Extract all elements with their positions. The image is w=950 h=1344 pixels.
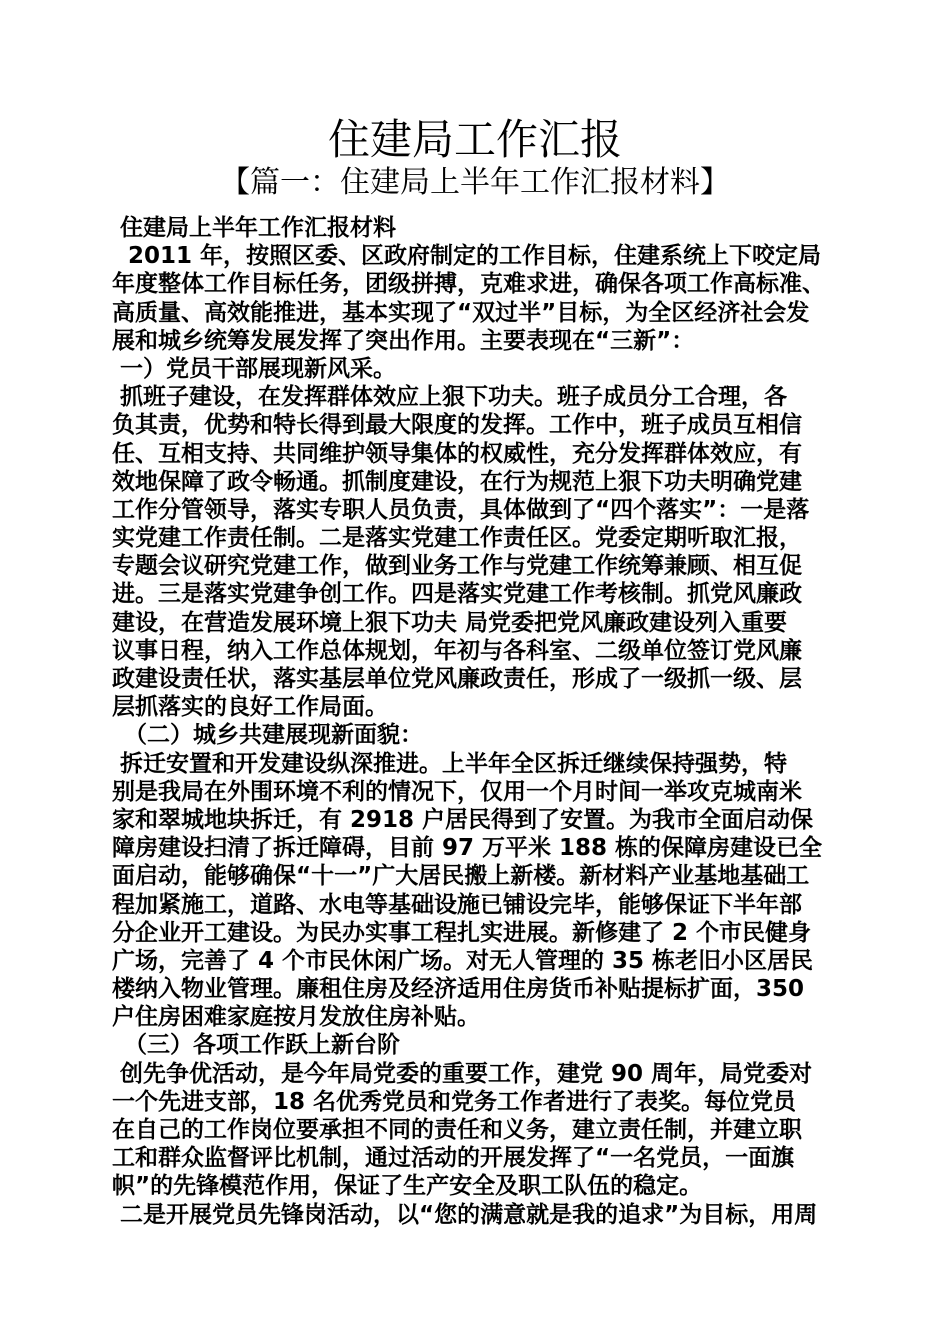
text-line: 在自己的工作岗位要承担不同的责任和义务，建立责任制，并建立职 xyxy=(112,1117,802,1143)
text-line: 工和群众监督评比机制，通过活动的开展发挥了“一名党员，一面旗 xyxy=(112,1145,795,1172)
text-line: 负其责，优势和特长得到最大限度的发挥。工作中，班子成员互相信 xyxy=(112,412,802,439)
text-line: 别是我局在外围环境不利的情况下，仅用一个月时间一举攻克城南米 xyxy=(112,778,802,805)
text-line: 实党建工作责任制。二是落实党建工作责任区。党委定期听取汇报， xyxy=(112,525,802,552)
text-line: 广场，完善了 4 个市民休闲广场。对无人管理的 35 栋老旧小区居民 xyxy=(112,947,814,974)
text-line: 政建设责任状，落实基层单位党风廉政责任，形成了一级抓一级、层 xyxy=(112,666,802,692)
text-line: 2011 年，按照区委、区政府制定的工作目标，住建系统上下咬定局 xyxy=(128,243,822,270)
text-line: 一个先进支部，18 名优秀党员和党务工作者进行了表奖。每位党员 xyxy=(112,1088,797,1115)
text-line: 面启动，能够确保“十一”广大居民搬上新楼。新材料产业基地基础工 xyxy=(112,863,810,890)
text-line: 专题会议研究党建工作，做到业务工作与党建工作统筹兼顾、相互促 xyxy=(112,553,802,580)
document-body xyxy=(112,214,852,1229)
text-line: 拆迁安置和开发建设纵深推进。上半年全区拆迁继续保持强势，特 xyxy=(120,750,787,777)
text-line: 高质量、高效能推进，基本实现了“双过半”目标，为全区经济社会发 xyxy=(112,299,810,326)
text-line: 建设，在营造发展环境上狠下功夫 局党委把党风廉政建设列入重要 xyxy=(112,609,788,636)
text-line: 障房建设扫清了拆迁障碍，目前 97 万平米 188 栋的保障房建设已全 xyxy=(112,835,823,862)
text-line: 户住房困难家庭按月发放住房补贴。 xyxy=(112,1004,480,1031)
text-line: 一）党员干部展现新风采。 xyxy=(120,355,396,382)
text-line: 任、互相支持、共同维护领导集体的权威性，充分发挥群体效应，有 xyxy=(112,440,802,467)
text-line: 创先争优活动，是今年局党委的重要工作，建党 90 周年，局党委对 xyxy=(120,1060,813,1087)
text-line: 家和翠城地块拆迁，有 2918 户居民得到了安置。为我市全面启动保 xyxy=(112,806,814,833)
text-line: 住建局上半年工作汇报材料 xyxy=(120,215,396,241)
text-line: 程加紧施工，道路、水电等基础设施已铺设完毕，能够保证下半年部 xyxy=(112,891,802,918)
text-line: 楼纳入物业管理。廉租住房及经济适用住房货币补贴提标扩面，350 xyxy=(112,976,805,1003)
text-line: 工作分管领导，落实专职人员负责，具体做到了“四个落实”：一是落 xyxy=(112,496,810,523)
text-line: 进。三是落实党建争创工作。四是落实党建工作考核制。抓党风廉政 xyxy=(112,581,802,608)
text-line: 展和城乡统筹发展发挥了突出作用。主要表现在“三新”： xyxy=(112,327,695,354)
document-subtitle: 【篇一：住建局上半年工作汇报材料】 xyxy=(220,165,730,200)
text-line: 分企业开工建设。为民办实事工程扎实进展。新修建了 2 个市民健身 xyxy=(112,919,812,946)
text-line: 二是开展党员先锋岗活动，以“您的满意就是我的追求”为目标，用周 xyxy=(120,1201,818,1228)
text-line: （三）各项工作跃上新台阶 xyxy=(124,1032,400,1059)
document-title: 住建局工作汇报 xyxy=(327,115,622,164)
text-line: 效地保障了政令畅通。抓制度建设，在行为规范上狠下功夫明确党建 xyxy=(112,468,802,495)
text-line: 帜”的先锋模范作用，保证了生产安全及职工队伍的稳定。 xyxy=(112,1173,703,1200)
text-line: 年度整体工作目标任务，团级拼搏，克难求进，确保各项工作高标准、 xyxy=(112,271,825,298)
text-line: （二）城乡共建展现新面貌： xyxy=(124,722,423,749)
text-line: 层抓落实的良好工作局面。 xyxy=(112,694,388,721)
text-line: 议事日程，纳入工作总体规划，年初与各科室、二级单位签订党风廉 xyxy=(112,637,802,664)
text-line: 抓班子建设，在发挥群体效应上狠下功夫。班子成员分工合理，各 xyxy=(120,384,787,411)
